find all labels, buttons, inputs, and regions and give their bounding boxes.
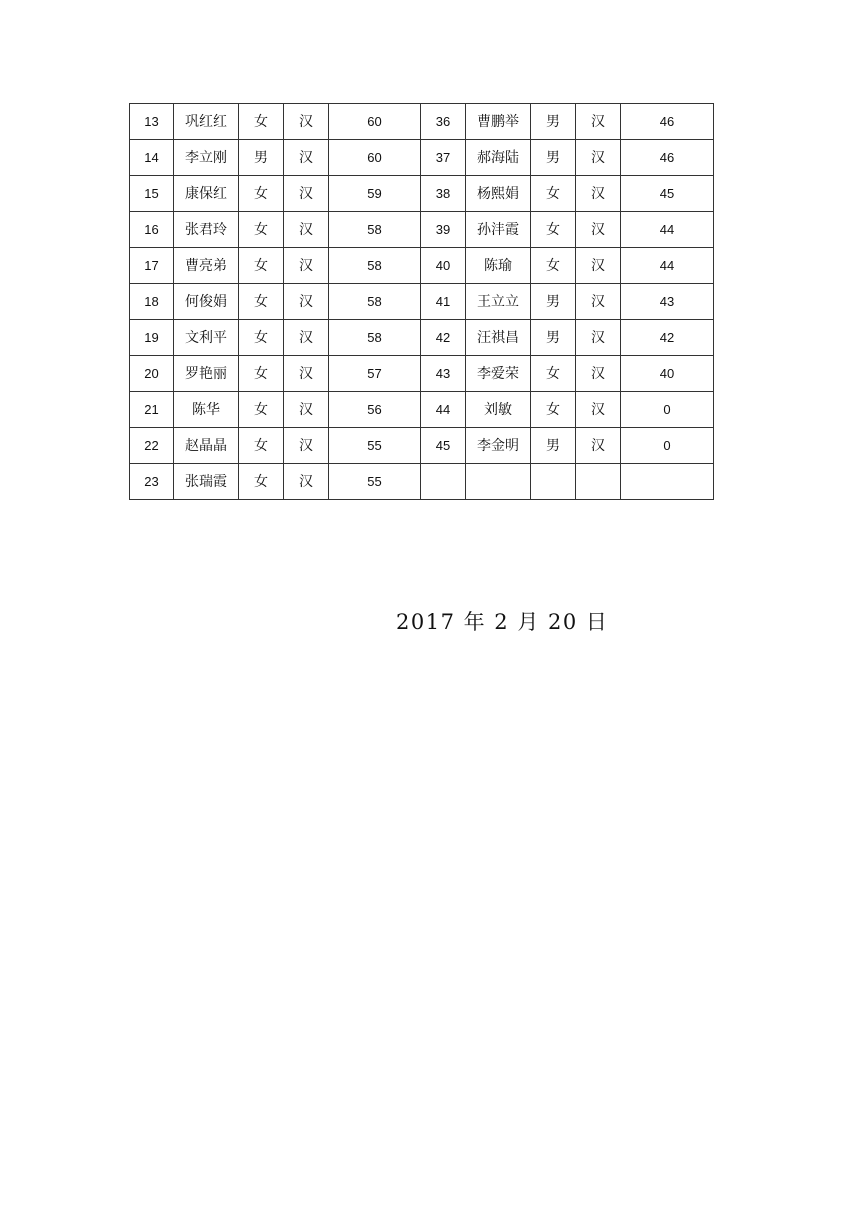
left-gender-cell: 女 (239, 320, 284, 356)
left-ethnicity-cell: 汉 (284, 320, 329, 356)
left-ethnicity-cell: 汉 (284, 248, 329, 284)
right-row-number-cell: 45 (421, 428, 466, 464)
right-person-name-cell: 杨熙娟 (466, 176, 531, 212)
right-gender-cell: 男 (531, 104, 576, 140)
left-person-name-cell: 文利平 (174, 320, 239, 356)
document-date: 2017 年 2 月 20 日 (396, 610, 609, 634)
left-person-name-cell: 曹亮弟 (174, 248, 239, 284)
right-score-cell: 42 (621, 320, 714, 356)
left-gender-cell: 女 (239, 428, 284, 464)
right-row-number-cell: 38 (421, 176, 466, 212)
left-score-cell: 58 (329, 320, 421, 356)
left-person-name-cell: 何俊娟 (174, 284, 239, 320)
right-person-name-cell: 孙沣霞 (466, 212, 531, 248)
right-score-cell: 0 (621, 428, 714, 464)
right-gender-cell: 男 (531, 320, 576, 356)
left-row-number-cell: 17 (130, 248, 174, 284)
table-row (130, 248, 714, 284)
right-gender-cell (531, 464, 576, 500)
right-row-number-cell: 37 (421, 140, 466, 176)
left-ethnicity-cell: 汉 (284, 176, 329, 212)
right-score-cell: 43 (621, 284, 714, 320)
left-score-cell: 58 (329, 212, 421, 248)
table-row (130, 392, 714, 428)
table-row (130, 176, 714, 212)
left-person-name-cell: 巩红红 (174, 104, 239, 140)
left-ethnicity-cell: 汉 (284, 212, 329, 248)
left-gender-cell: 女 (239, 356, 284, 392)
left-row-number-cell: 21 (130, 392, 174, 428)
right-gender-cell: 男 (531, 428, 576, 464)
left-row-number-cell: 19 (130, 320, 174, 356)
left-row-number-cell: 22 (130, 428, 174, 464)
right-ethnicity-cell: 汉 (576, 140, 621, 176)
right-ethnicity-cell (576, 464, 621, 500)
left-gender-cell: 男 (239, 140, 284, 176)
right-score-cell: 0 (621, 392, 714, 428)
right-gender-cell: 女 (531, 356, 576, 392)
left-ethnicity-cell: 汉 (284, 392, 329, 428)
left-gender-cell: 女 (239, 248, 284, 284)
left-score-cell: 60 (329, 140, 421, 176)
right-ethnicity-cell: 汉 (576, 104, 621, 140)
table-row (130, 104, 714, 140)
left-row-number-cell: 16 (130, 212, 174, 248)
right-gender-cell: 女 (531, 212, 576, 248)
table-row (130, 320, 714, 356)
left-row-number-cell: 13 (130, 104, 174, 140)
right-ethnicity-cell: 汉 (576, 212, 621, 248)
left-gender-cell: 女 (239, 104, 284, 140)
table-row (130, 284, 714, 320)
right-score-cell: 40 (621, 356, 714, 392)
right-score-cell: 45 (621, 176, 714, 212)
left-row-number-cell: 18 (130, 284, 174, 320)
right-row-number-cell: 43 (421, 356, 466, 392)
left-ethnicity-cell: 汉 (284, 284, 329, 320)
right-score-cell: 46 (621, 140, 714, 176)
right-ethnicity-cell: 汉 (576, 320, 621, 356)
right-person-name-cell: 刘敏 (466, 392, 531, 428)
left-gender-cell: 女 (239, 212, 284, 248)
left-score-cell: 58 (329, 284, 421, 320)
right-score-cell: 44 (621, 248, 714, 284)
right-score-cell: 46 (621, 104, 714, 140)
left-person-name-cell: 赵晶晶 (174, 428, 239, 464)
right-row-number-cell: 44 (421, 392, 466, 428)
left-row-number-cell: 23 (130, 464, 174, 500)
table-row (130, 428, 714, 464)
right-person-name-cell: 曹鹏举 (466, 104, 531, 140)
score-table-body (130, 104, 714, 500)
left-person-name-cell: 张君玲 (174, 212, 239, 248)
right-person-name-cell (466, 464, 531, 500)
table-row (130, 212, 714, 248)
table-row (130, 356, 714, 392)
right-ethnicity-cell: 汉 (576, 392, 621, 428)
left-row-number-cell: 20 (130, 356, 174, 392)
left-ethnicity-cell: 汉 (284, 104, 329, 140)
right-ethnicity-cell: 汉 (576, 248, 621, 284)
left-row-number-cell: 14 (130, 140, 174, 176)
right-person-name-cell: 李金明 (466, 428, 531, 464)
table-row (130, 464, 714, 500)
left-person-name-cell: 张瑞霞 (174, 464, 239, 500)
right-row-number-cell: 36 (421, 104, 466, 140)
right-person-name-cell: 汪祺昌 (466, 320, 531, 356)
right-person-name-cell: 王立立 (466, 284, 531, 320)
right-gender-cell: 男 (531, 284, 576, 320)
right-score-cell: 44 (621, 212, 714, 248)
table-row (130, 140, 714, 176)
left-score-cell: 55 (329, 464, 421, 500)
right-gender-cell: 女 (531, 176, 576, 212)
left-score-cell: 56 (329, 392, 421, 428)
right-row-number-cell: 42 (421, 320, 466, 356)
left-score-cell: 57 (329, 356, 421, 392)
left-person-name-cell: 罗艳丽 (174, 356, 239, 392)
left-ethnicity-cell: 汉 (284, 356, 329, 392)
right-gender-cell: 女 (531, 392, 576, 428)
left-ethnicity-cell: 汉 (284, 428, 329, 464)
right-person-name-cell: 李爱荣 (466, 356, 531, 392)
left-gender-cell: 女 (239, 464, 284, 500)
left-score-cell: 60 (329, 104, 421, 140)
left-ethnicity-cell: 汉 (284, 140, 329, 176)
left-row-number-cell: 15 (130, 176, 174, 212)
right-row-number-cell: 40 (421, 248, 466, 284)
left-score-cell: 59 (329, 176, 421, 212)
score-table (129, 103, 714, 500)
left-gender-cell: 女 (239, 392, 284, 428)
right-gender-cell: 女 (531, 248, 576, 284)
right-score-cell (621, 464, 714, 500)
right-row-number-cell (421, 464, 466, 500)
left-person-name-cell: 李立刚 (174, 140, 239, 176)
left-person-name-cell: 康保红 (174, 176, 239, 212)
right-gender-cell: 男 (531, 140, 576, 176)
right-ethnicity-cell: 汉 (576, 176, 621, 212)
left-gender-cell: 女 (239, 176, 284, 212)
right-person-name-cell: 郝海陆 (466, 140, 531, 176)
left-ethnicity-cell: 汉 (284, 464, 329, 500)
left-score-cell: 55 (329, 428, 421, 464)
right-person-name-cell: 陈瑜 (466, 248, 531, 284)
right-ethnicity-cell: 汉 (576, 284, 621, 320)
left-score-cell: 58 (329, 248, 421, 284)
right-row-number-cell: 41 (421, 284, 466, 320)
right-row-number-cell: 39 (421, 212, 466, 248)
left-person-name-cell: 陈华 (174, 392, 239, 428)
right-ethnicity-cell: 汉 (576, 356, 621, 392)
right-ethnicity-cell: 汉 (576, 428, 621, 464)
left-gender-cell: 女 (239, 284, 284, 320)
